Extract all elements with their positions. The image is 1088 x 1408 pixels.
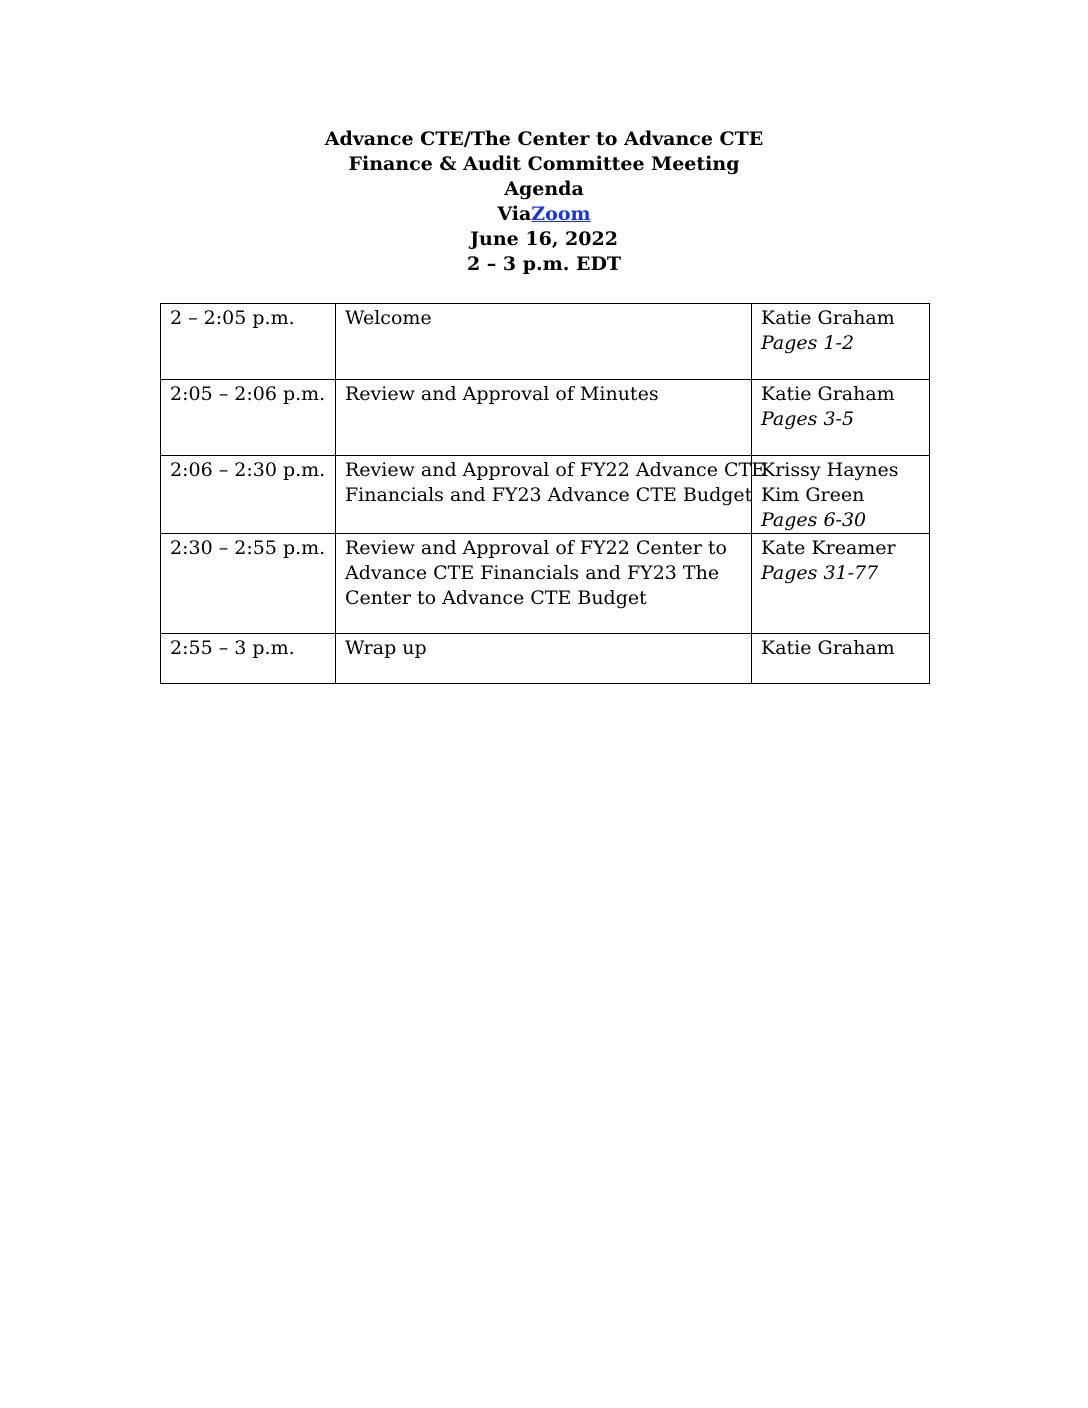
presenter-name: Katie Graham	[761, 383, 895, 405]
table-row	[161, 456, 930, 534]
agenda-presenter	[752, 304, 930, 380]
agenda-presenter	[752, 534, 930, 634]
agenda-time: 2:05 – 2:06 p.m.	[161, 380, 336, 456]
agenda-item: Wrap up	[336, 634, 752, 684]
organization-title: Advance CTE/The Center to Advance CTE	[324, 128, 764, 150]
page-reference: Pages 1-2	[761, 332, 855, 354]
meeting-time: 2 – 3 p.m. EDT	[466, 253, 622, 275]
table-row	[161, 534, 930, 634]
presenter-name: Krissy Haynes	[761, 459, 899, 481]
meeting-date: June 16, 2022	[470, 228, 618, 250]
table-row	[161, 304, 930, 380]
via-label: Via	[497, 203, 532, 225]
zoom-link[interactable]: Zoom	[531, 203, 591, 225]
agenda-item: Welcome	[336, 304, 752, 380]
page-reference: Pages 3-5	[761, 408, 855, 430]
agenda-item: Review and Approval of Minutes	[336, 380, 752, 456]
agenda-presenter	[752, 380, 930, 456]
agenda-header	[0, 127, 1088, 277]
agenda-time: 2:30 – 2:55 p.m.	[161, 534, 336, 634]
presenter-name: Kim Green	[761, 484, 865, 506]
agenda-time: 2 – 2:05 p.m.	[161, 304, 336, 380]
agenda-time: 2:55 – 3 p.m.	[161, 634, 336, 684]
agenda-table	[160, 303, 930, 684]
agenda-presenter	[752, 634, 930, 684]
agenda-item: Review and Approval of FY22 Advance CTE Financials and FY23 Advance CTE Budget	[336, 456, 752, 534]
table-row	[161, 380, 930, 456]
meeting-venue	[0, 202, 1088, 227]
agenda-item: Review and Approval of FY22 Center to Advance CTE Financials and FY23 The Center to Advance CTE Budget	[336, 534, 752, 634]
presenter-name: Katie Graham	[761, 307, 895, 329]
page-reference: Pages 6-30	[761, 509, 867, 531]
presenter-name: Kate Kreamer	[761, 537, 896, 559]
agenda-time: 2:06 – 2:30 p.m.	[161, 456, 336, 534]
table-row	[161, 634, 930, 684]
meeting-title: Finance & Audit Committee Meeting	[348, 153, 740, 175]
presenter-name: Katie Graham	[761, 637, 895, 659]
document-type: Agenda	[504, 178, 584, 200]
agenda-presenter	[752, 456, 930, 534]
page-reference: Pages 31-77	[761, 562, 879, 584]
